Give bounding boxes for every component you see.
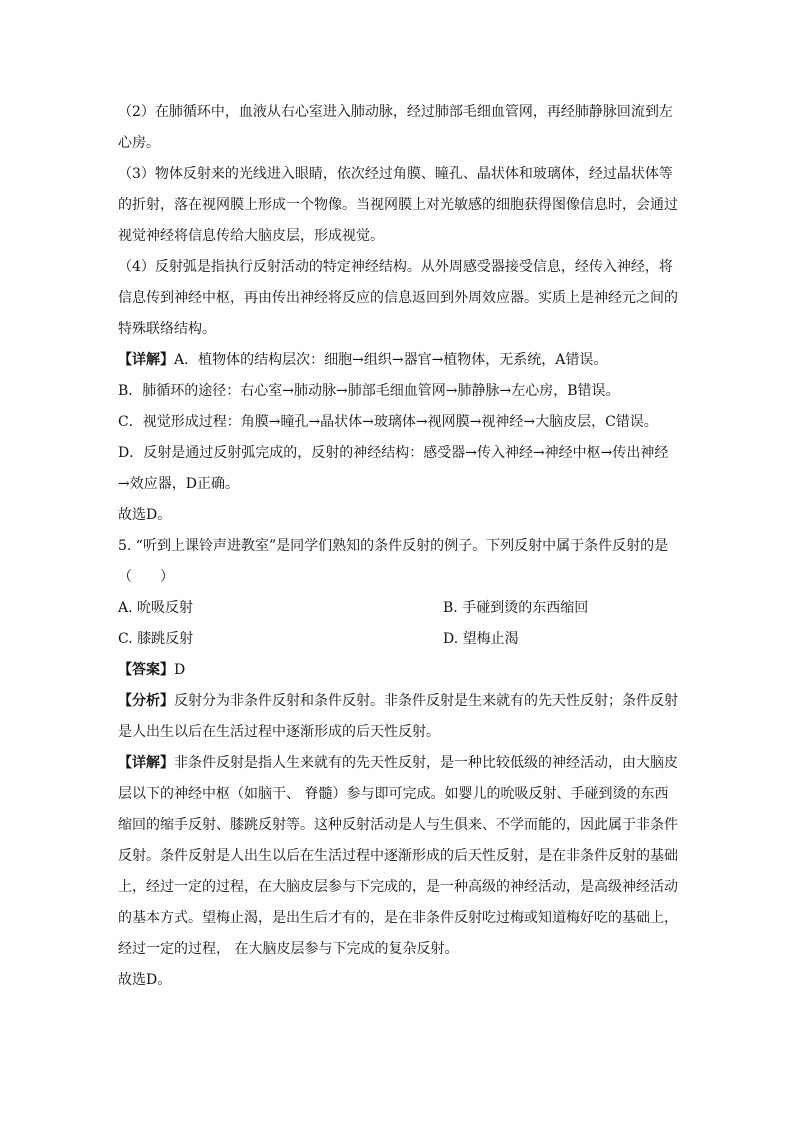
paragraph-reflex-arc: （4）反射弧是指执行反射活动的特定神经结构。从外周感受器接受信息，经传入神经，将信息传到神经中枢，再由传出神经将反应的信息返回到外周效应器。实质上是神经元之间的特殊联络结构。 [118,259,678,337]
option-a: A. 吮吸反射 [118,600,194,616]
option-b: B. 手碰到烫的东西缩回 [443,600,589,616]
conclusion: 故选D。 [118,972,172,988]
option-d: D. 望梅止渴 [443,631,519,647]
analysis-label: 【分析】 [118,693,174,709]
question-options [118,593,678,655]
answer-value: D [174,662,186,678]
detail-line-a: 【详解】A．植物体的结构层次：细胞→组织→器官→植物体，无系统，A错误。 [118,352,608,368]
document-content [118,97,678,996]
detail-line-b: B．肺循环的途径：右心室→肺动脉→肺部毛细血管网→肺静脉→左心房，B错误。 [118,383,620,399]
detail-line-d: D．反射是通过反射弧完成的，反射的神经结构：感受器→传入神经→神经中枢→传出神经→效应器，D正确。 [118,445,669,492]
answer-line [118,655,678,686]
option-c: C. 膝跳反射 [118,631,194,647]
paragraph-vision: （3）物体反射来的光线进入眼睛，依次经过角膜、瞳孔、晶状体和玻璃体，经过晶状体等的折射，落在视网膜上形成一个物像。当视网膜上对光敏感的细胞获得图像信息时，会通过视觉神经将信息传给大脑皮层，形成视觉。 [118,166,678,244]
question-stem: 5. “听到上课铃声进教室”是同学们熟知的条件反射的例子。下列反射中属于条件反射的是（ ） [118,538,669,585]
detail-line-c: C．视觉形成过程：角膜→瞳孔→晶状体→玻璃体→视网膜→视神经→大脑皮层，C错误。 [118,414,658,430]
answer-label: 【答案】 [118,662,174,678]
detail-label: 【详解】 [118,352,174,368]
paragraph-lung-circulation: （2）在肺循环中，血液从右心室进入肺动脉，经过肺部毛细血管网，再经肺静脉回流到左心房。 [118,104,673,151]
analysis-text: 反射分为非条件反射和条件反射。非条件反射是生来就有的先天性反射；条件反射是人出生以后在生活过程中逐渐形成的后天性反射。 [118,693,678,740]
analysis-line [118,686,678,748]
detail-label-2: 【详解】 [118,755,174,771]
previous-answer: 故选D。 [118,507,172,523]
detail-text: 非条件反射是指人生来就有的先天性反射，是一种比较低级的神经活动，由大脑皮层以下的神经中枢（如脑干、 脊髓）参与即可完成。如婴儿的吮吸反射、手碰到烫的东西缩回的缩手反射、膝跳反射等。这种反射活动是人与生俱来、不学而能的，因此属于非条件反射。条件反射是人出生以后在生活过程中逐渐形成的后天性反射，是在非条件反射的基础上，经过一定的过程，在大脑皮层参与下完成的，是一种高级的神经活动，是高级神经活动的基本方式。望梅止渴，是出生后才有的，是在非条件反射吃过梅或知道梅好吃的基础上，经过一定的过程， 在大脑皮层参与下完成的复杂反射。 [118,755,678,957]
detail-paragraph [118,748,678,965]
